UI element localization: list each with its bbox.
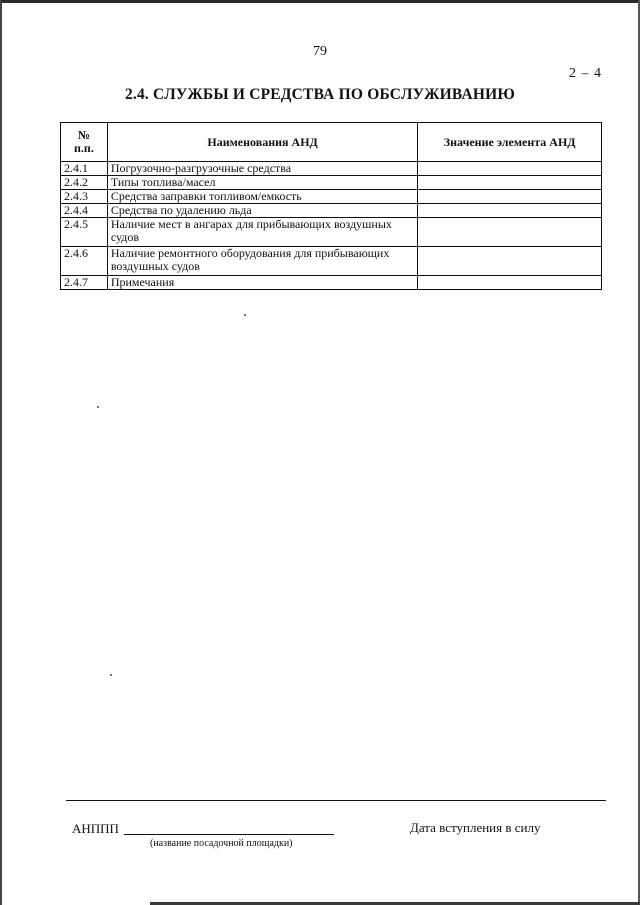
- row-number: 2.4.3: [61, 190, 108, 204]
- row-value: [418, 176, 602, 190]
- table-row: [61, 276, 602, 290]
- document-code: 2 – 4: [569, 66, 602, 81]
- row-number: 2.4.2: [61, 176, 108, 190]
- column-header-value: Значение элемента АНД: [418, 123, 602, 162]
- row-value: [418, 190, 602, 204]
- footer-divider: [66, 800, 606, 801]
- anppp-name-field-line: [124, 834, 334, 835]
- row-value: [418, 204, 602, 218]
- row-name: Средства по удалению льда: [107, 204, 418, 218]
- row-name: Погрузочно-разгрузочные средства: [107, 162, 418, 176]
- column-header-number-line2: п.п.: [73, 141, 94, 155]
- column-header-number: [61, 123, 108, 162]
- page-number: 79: [313, 44, 327, 59]
- anppp-field-caption: (название посадочной площадки): [150, 838, 293, 849]
- table-row: [61, 204, 602, 218]
- row-number: 2.4.7: [61, 276, 108, 290]
- row-value: [418, 247, 602, 276]
- scan-speck: [110, 674, 112, 676]
- scan-border-top: [0, 0, 640, 3]
- row-number: 2.4.1: [61, 162, 108, 176]
- row-number: 2.4.6: [61, 247, 108, 276]
- row-value: [418, 162, 602, 176]
- scan-speck: [97, 406, 99, 408]
- table-row: [61, 190, 602, 204]
- scan-border-left: [0, 0, 2, 905]
- anppp-label: АНППП: [72, 821, 119, 836]
- column-header-number-line1: №: [77, 128, 90, 142]
- column-header-name: Наименования АНД: [107, 123, 418, 162]
- row-name: Наличие мест в ангарах для прибывающих воздушных судов: [107, 218, 418, 247]
- row-value: [418, 276, 602, 290]
- row-name: Наличие ремонтного оборудования для прибывающих воздушных судов: [107, 247, 418, 276]
- row-name: Примечания: [107, 276, 418, 290]
- table-row: [61, 176, 602, 190]
- scan-speck: [244, 314, 246, 316]
- row-name: Средства заправки топливом/емкость: [107, 190, 418, 204]
- effective-date-label: Дата вступления в силу: [410, 820, 541, 835]
- table-row: [61, 162, 602, 176]
- table-row: [61, 247, 602, 276]
- row-value: [418, 218, 602, 247]
- row-number: 2.4.4: [61, 204, 108, 218]
- services-table: [60, 122, 602, 290]
- section-title: 2.4. СЛУЖБЫ И СРЕДСТВА ПО ОБСЛУЖИВАНИЮ: [124, 86, 516, 103]
- table-row: [61, 218, 602, 247]
- table-header-row: [61, 123, 602, 162]
- row-number: 2.4.5: [61, 218, 108, 247]
- row-name: Типы топлива/масел: [107, 176, 418, 190]
